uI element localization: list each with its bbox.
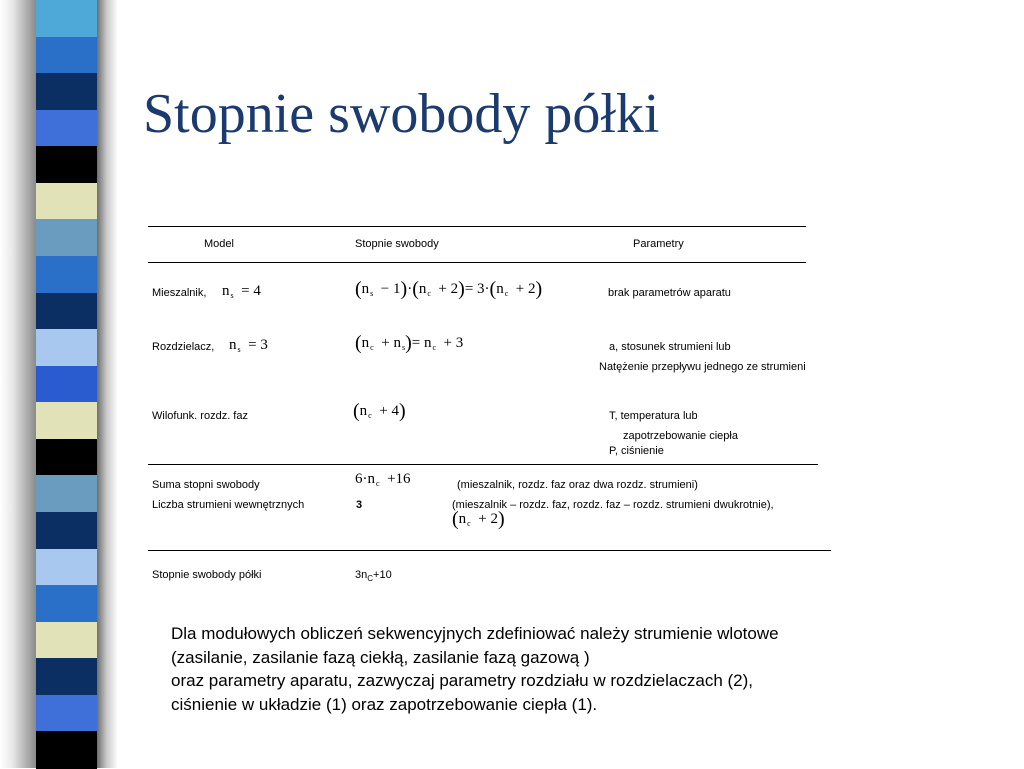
row-mixer-label: Mieszalnik,: [152, 287, 207, 299]
decor-stripe: [36, 585, 97, 623]
bottom-note-line: oraz parametry aparatu, zazwyczaj parametry rozdziału w rozdzielaczach (2),: [171, 671, 754, 690]
row-shelf-value-sub: C: [367, 574, 374, 584]
row-internal-note: (mieszalnik – rozdz. faz, rozdz. faz – rozdz. strumieni dwukrotnie),: [452, 499, 774, 511]
decor-stripe: [36, 658, 97, 696]
decor-stripe: [36, 73, 97, 111]
decor-stripe: [36, 37, 97, 75]
bottom-note: [171, 622, 911, 716]
row-internal-value: 3: [356, 499, 363, 511]
table-header-rule: [148, 262, 806, 263]
row-sum-value: $6\cdot n_c +16$: [355, 471, 411, 488]
row-mixer-params: brak parametrów aparatu: [608, 287, 731, 299]
decor-stripe: [36, 256, 97, 294]
row-shelf-value: [355, 569, 392, 585]
decor-stripe: [36, 293, 97, 331]
row-splitter-params-1: a, stosunek strumieni lub: [609, 341, 731, 353]
row-flash-dof: $(n_c + 4)$: [353, 400, 406, 422]
decor-stripe: [36, 329, 97, 367]
header-model: Model: [204, 238, 234, 250]
row-mixer-dof: $(n_s - 1)\cdot(n_c + 2)= 3\cdot(n_c + 2)$: [355, 278, 543, 300]
row-shelf-label: Stopnie swobody półki: [152, 569, 262, 581]
decor-stripe: [36, 622, 97, 660]
row-internal-extra: $(n_c + 2)$: [452, 508, 505, 530]
decor-stripe: [36, 731, 97, 769]
table-top-rule: [148, 226, 806, 227]
decor-stripe: [36, 439, 97, 477]
bottom-note-line: Dla modułowych obliczeń sekwencyjnych zdefiniować należy strumienie wlotowe: [171, 624, 779, 643]
decor-stripe: [36, 146, 97, 184]
decor-stripe: [36, 402, 97, 440]
row-splitter-dof: $(n_c + n_s)= n_c + 3$: [355, 332, 464, 354]
bottom-note-line: ciśnienie w układzie (1) oraz zapotrzebowanie ciepła (1).: [171, 694, 598, 714]
row-splitter-label: Rozdzielacz,: [152, 341, 215, 353]
bottom-note-line: (zasilanie, zasilanie fazą ciekłą, zasilanie fazą gazową ): [171, 647, 590, 667]
row-shelf-value-main: 3n: [355, 569, 368, 581]
row-internal-label: Liczba strumieni wewnętrznych: [152, 499, 305, 511]
decorative-side-strip: [0, 0, 118, 768]
row-flash-params-1: T, temperatura lub: [609, 410, 698, 422]
row-mixer-formula: $n_s = 4$: [222, 283, 261, 300]
decor-stripe: [36, 110, 97, 148]
row-splitter-formula: $n_s = 3$: [229, 337, 268, 354]
decor-stripe: [36, 0, 97, 38]
decor-stripe: [36, 549, 97, 587]
row-sum-note: (mieszalnik, rozdz. faz oraz dwa rozdz. strumieni): [457, 479, 698, 491]
row-shelf-value-tail: +10: [373, 569, 392, 581]
row-flash-label: Wilofunk. rozdz. faz: [152, 410, 248, 422]
strip-shadow-left: [0, 0, 36, 768]
row-flash-params-3: P, ciśnienie: [609, 445, 664, 457]
table-sum-rule: [148, 464, 818, 465]
table-bottom-rule: [148, 550, 831, 551]
header-dof: Stopnie swobody: [355, 238, 439, 250]
row-flash-params-2: zapotrzebowanie ciepła: [623, 430, 738, 442]
header-params: Parametry: [633, 238, 684, 250]
decor-stripe: [36, 695, 97, 733]
decor-stripe: [36, 366, 97, 404]
decor-stripe: [36, 183, 97, 221]
row-splitter-params-2: Natężenie przepływu jednego ze strumieni: [599, 361, 806, 373]
decor-stripe: [36, 512, 97, 550]
decor-stripe: [36, 219, 97, 257]
row-sum-label: Suma stopni swobody: [152, 479, 260, 491]
strip-shadow-right: [97, 0, 118, 768]
decor-stripe: [36, 475, 97, 513]
slide-title: Stopnie swobody półki: [143, 83, 660, 145]
